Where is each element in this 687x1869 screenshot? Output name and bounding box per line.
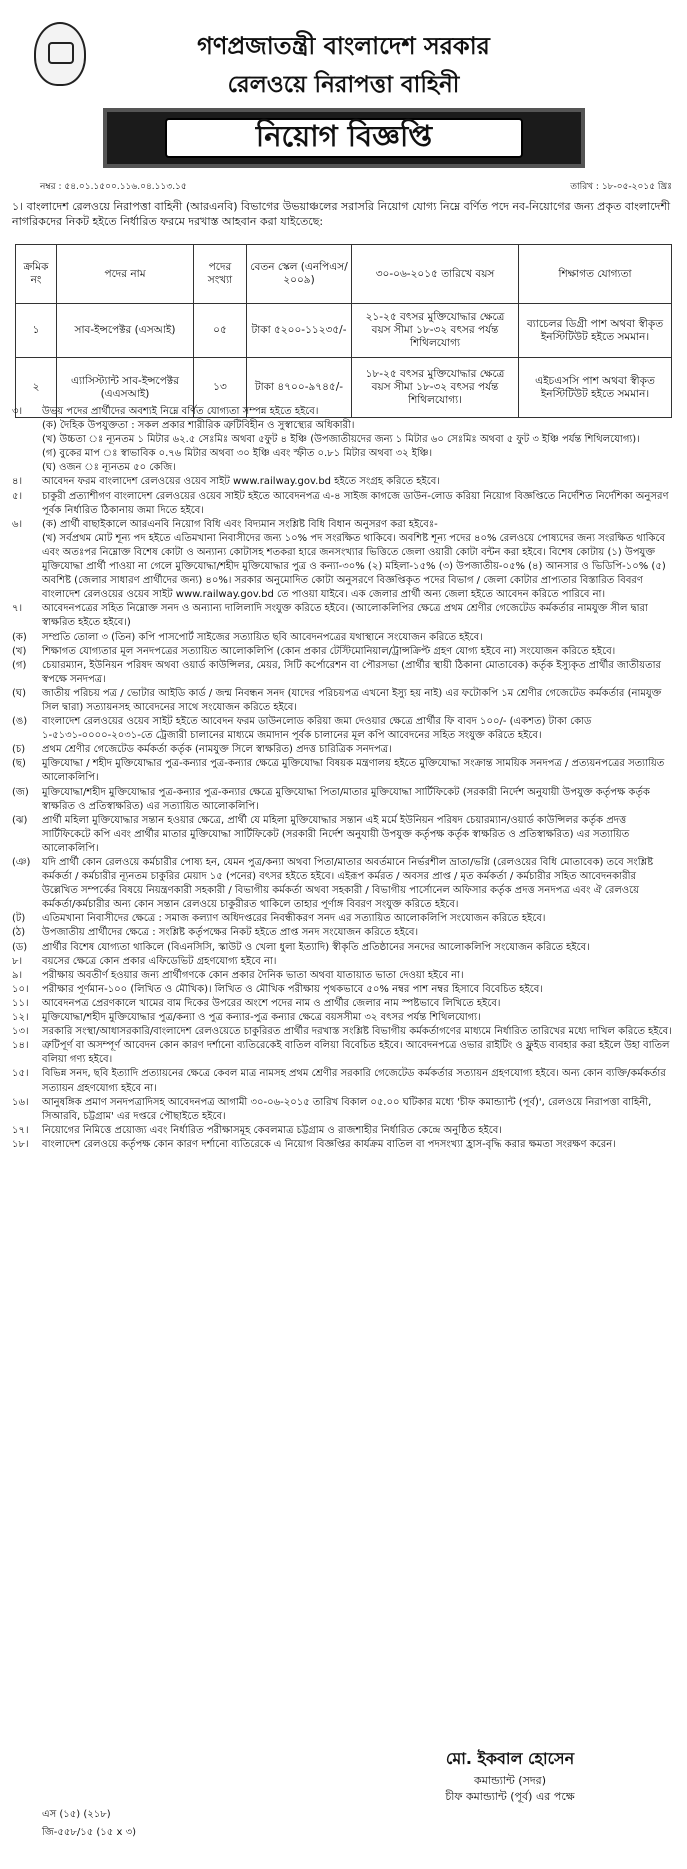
condition-number: (ড): [12, 941, 28, 953]
condition-item: [12, 631, 674, 645]
condition-text: মুক্তিযোদ্ধা/শহীদ মুক্তিযোদ্ধার পুত্র-কন্যার পুত্র-কন্যার ক্ষেত্রে মুক্তিযোদ্ধা পিতা/মাতার মুক্তিযোদ্ধা সার্টিফিকেট (সরকারী নির্দেশ অনুযায়ী উপযুক্ত কর্তৃপক্ষ কর্তৃক স্বাক্ষরিত ও প্রতিস্বাক্ষরিত) এর সত্যায়িত আলোকলিপি।: [42, 786, 650, 812]
condition-text: মুক্তিযোদ্ধা/শহীদ মুক্তিযোদ্ধার পুত্র/কন্যা ও পুত্র কন্যার-পুত্র কন্যার ক্ষেত্রে বয়সসীমা ৩২ বৎসর পর্যন্ত শিথিলযোগ্য।: [42, 1012, 481, 1024]
condition-item: [12, 856, 674, 912]
condition-number: [12, 447, 42, 461]
condition-number: (ঘ): [12, 687, 26, 699]
condition-item: [12, 941, 674, 955]
condition-text: (খ) সর্বপ্রথম মোট শূন্য পদ হইতে এতিমখানা নিবাসীদের জন্য ১০% পদ সংরক্ষিত থাকিবে। অবশিষ্ট শূন্য পদের ৪০% রেলওয়ে পোষ্যদের জন্য সংরক্ষিত থাকিবে এবং অতঃপর নিম্নোক্ত বিশেষ কোটা ও অন্যান্য কোটাসহ শতকরা হারে জনসংখ্যার ভিত্তিতে জেলা ওয়ারী কোটা বন্টন করা হইবে। বিশেষ কোটায় (১) উপযুক্ত মুক্তিযোদ্ধা প্রার্থী পাওয়া না গেলে মুক্তিযোদ্ধা/শহীদ মুক্তিযোদ্ধার পুত্র ও কন্যা-৩০% (২) মহিলা-১৫% (৩) উপজাতীয়-০৫% (৪) আনসার ও ভিডিপি-১০% (৫) অবশিষ্ট (জেলার সাধারণ প্রার্থীদের জন্য) ৪০%। সরকার অনুমোদিত কোটা অনুসরণে বিজ্ঞপ্তিকৃত পদের বিভাগ / জেলা কোটার প্রাপ্যতার বিস্তারিত বিবরণ বাংলাদেশ রেলওয়ের ওয়েব সাইট www.railway.gov.bd তে পাওয়া যাইবে। এক জেলার প্রার্থী অন্য জেলা হইতে আবেদন করিতে পারিবে না।: [42, 532, 666, 601]
condition-text: ত্রুটিপূর্ণ বা অসম্পূর্ণ আবেদন কোন কারণ দর্শানো ব্যতিরেকেই বাতিল বলিয়া বিবেচিত হইবে। আবেদনপত্রে ওভার রাইটিং ও ফ্লুইড ব্যবহার করা হইলে উহা বাতিল বলিয়া গণ্য হইবে।: [42, 1040, 670, 1066]
cell-scale: টাকা ৪৭০০-৯৭৪৫/-: [247, 358, 352, 418]
cell-count: ০৫: [194, 304, 247, 358]
condition-number: (ক): [12, 631, 27, 643]
condition-number: ১৮।: [12, 1138, 29, 1150]
condition-number: (জ): [12, 786, 29, 798]
signatory-name: মো. ইকবাল হোসেন: [445, 1749, 575, 1768]
condition-text: যদি প্রার্থী কোন রেলওয়ে কর্মচারীর পোষ্য হন, যেমন পুত্র/কন্যা অথবা পিতা/মাতার অবর্তমানে নির্ভরশীল ভ্রাতা/ভগ্নি (রেলওয়ের বিধি মোতাবেক) তবে সংশ্লিষ্ট কর্মকর্তা / কর্মচারীর ন্যূনতম চাকুরির মেয়াদ ১৫ (পনের) বৎসর হইতে হইবে। এইরূপ কর্মরত / অবসর প্রাপ্ত / মৃত কর্মকর্তা / কর্মচারীর সহিত আবেদনকারীর উল্লেখিত সম্পর্কের বিষয়ে নিয়ন্ত্রণকারী সহকারী / বিভাগীয় কর্মকর্তা অথবা সহকারী / বিভাগীয় পার্সোনেল অফিসার কর্তৃক প্রদত্ত সনদপত্র এবং ঐ রেলওয়ে কর্মকর্তা/কর্মচারীর অন্য কোন সন্তান রেলওয়ে চাকুরীরত থাকিলে তাহার পূর্ণাঙ্গ বিবরণ সংযুক্ত করিতে হইবে।: [42, 857, 654, 911]
condition-text: মুক্তিযোদ্ধা / শহীদ মুক্তিযোদ্ধার পুত্র-কন্যার পুত্র-কন্যার ক্ষেত্রে মুক্তিযোদ্ধা বিষয়ক মন্ত্রণালয় হইতে মুক্তিযোদ্ধা সংক্রান্ত সাময়িক সনদপত্র / প্রত্যয়নপত্রের সত্যায়িত আলোকলিপি।: [42, 758, 665, 784]
conditions-list: [12, 405, 674, 1152]
condition-number: ৬।: [12, 518, 23, 530]
cell-qualification: ব্যাচেলর ডিগ্রী পাশ অথবা স্বীকৃত ইনস্টিটিউট হইতে সমমান।: [519, 304, 672, 358]
cell-serial: ১: [16, 304, 57, 358]
condition-text: আবেদনপত্র প্রেরণকালে খামের বাম দিকের উপরের অংশে পদের নাম ও প্রার্থীর জেলার নাম স্পষ্টভাবে লিখিতে হইবে।: [42, 997, 501, 1009]
condition-number: ১৭।: [12, 1124, 29, 1136]
header-scale: বেতন স্কেল (এনপিএস/২০০৯): [247, 245, 352, 304]
table-header-row: [16, 245, 672, 304]
condition-item: [12, 659, 674, 687]
condition-text: চাকুরী প্রত্যাশীগণ বাংলাদেশ রেলওয়ের ওয়েব সাইট হইতে আবেদনপত্র এ-৪ সাইজ কাগজে ডাউন-লোড করিয়া নিয়োগ বিজ্ঞপ্তিতে নির্দেশিত নির্দেশিকা অনুসরণ পূর্বক নির্ধারিত ঠিকানায় জমা দিতে হইবে।: [42, 490, 669, 516]
condition-item: [12, 687, 674, 715]
title-text: নিয়োগ বিজ্ঞপ্তি: [165, 118, 523, 158]
header-serial: ক্রমিক নং: [16, 245, 57, 304]
condition-item: [12, 419, 674, 433]
cell-age: ১৮-২৫ বৎসর মুক্তিযোদ্ধার ক্ষেত্রে বয়স সীমা ১৮-৩২ বৎসর পর্যন্ত শিথিলযোগ্য।: [352, 358, 519, 418]
header-age: ৩০-০৬-২০১৫ তারিখে বয়স: [352, 245, 519, 304]
condition-number: (ঞ): [12, 857, 31, 868]
signature-block: [360, 1746, 660, 1805]
condition-text: উভয় পদের প্রার্থীদের অবশ্যই নিম্নে বর্ণিত যোগ্যতা সম্পন্ন হইতে হইবে।: [42, 406, 319, 417]
condition-item: [12, 715, 674, 743]
condition-text: প্রার্থী মহিলা মুক্তিযোদ্ধার সন্তান হওয়ার ক্ষেত্রে, প্রার্থী যে মহিলা মুক্তিযোদ্ধার সন্তান এই মর্মে ইউনিয়ন পরিষদ চেয়ারম্যান/ওয়ার্ড কাউন্সিলর কর্তৃক প্রদত্ত সার্টিফিকেটে কপি এবং প্রার্থীর মাতার মুক্তিযোদ্ধা সার্টিফিকেট (সরকারী নির্দেশ অনুযায়ী উপযুক্ত কর্তৃপক্ষ কর্তৃক স্বাক্ষরিত ও প্রতিস্বাক্ষরিত) এর সত্যায়িত আলোকলিপি।: [42, 814, 630, 854]
condition-number: [12, 419, 42, 433]
condition-number: ৩।: [12, 406, 23, 417]
condition-text: বিভিন্ন সনদ, ছবি ইত্যাদি প্রত্যায়নের ক্ষেত্রে কেবল মাত্র নামসহ প্রথম শ্রেণীর সরকারি গেজেটেড কর্মকর্তার সত্যায়ন গ্রহণযোগ্য হইবে। অন্য কোন ব্যক্তি/কর্মকর্তার সত্যায়ন গ্রহণযোগ্য হইবে না।: [42, 1068, 666, 1094]
reference-line-2: জি-৫৫৮/১৫ (১৫ x ৩): [42, 1827, 136, 1838]
condition-number: (চ): [12, 744, 26, 756]
cell-serial: ২: [16, 358, 57, 418]
condition-text: (ক) দৈহিক উপযুক্ততা : সকল প্রকার শারীরিক ত্রুটিবিহীন ও সুস্বাস্থ্যের অধিকারী।: [42, 420, 355, 432]
condition-number: ১৩।: [12, 1026, 29, 1038]
condition-text: সম্প্রতি তোলা ৩ (তিন) কপি পাসপোর্ট সাইজের সত্যায়িত ছবি আবেদনপত্রের যথাস্থানে সংযোজন করিতে হইবে।: [42, 631, 483, 643]
condition-item: [12, 461, 674, 475]
condition-item: [12, 997, 674, 1011]
condition-text: (ঘ) ওজন ঃ ন্যূনতম ৫০ কেজি।: [42, 462, 176, 474]
cell-scale: টাকা ৫২০০-১১২৩৫/-: [247, 304, 352, 358]
condition-text: শিক্ষাগত যোগ্যতার মূল সনদপত্রের সত্যায়িত আলোকলিপি (কোন প্রকার টেস্টিমোনিয়াল/ট্রান্সক্রিপ্ট গ্রহণ যোগ্য হইবে না) সংযোজন করিতে হইবে।: [42, 645, 616, 657]
header-count: পদের সংখ্যা: [194, 245, 247, 304]
condition-item: [12, 1124, 674, 1138]
condition-text: আবেদন ফরম বাংলাদেশ রেলওয়ের ওয়েব সাইট www.railway.gov.bd হইতে সংগ্রহ করিতে হইবে।: [42, 476, 440, 488]
header-post: পদের নাম: [57, 245, 194, 304]
condition-item: [12, 518, 674, 532]
condition-text: আনুষঙ্গিক প্রমাণ সনদপত্রাদিসহ আবেদনপত্র আগামী ৩০-০৬-২০১৫ তারিখ বিকাল ০৫.০০ ঘটিকার মধ্যে 'চীফ কমান্ড্যান্ট (পূর্ব)', রেলওয়ে নিরাপত্তা বাহিনী, সিআরবি, চট্টগ্রাম' এর দপ্তরে পৌছাইতে হইবে।: [42, 1096, 652, 1122]
condition-item: [12, 786, 674, 814]
condition-text: পরীক্ষার পূর্ণমান-১০০ (লিখিত ও মৌখিক)। লিখিত ও মৌখিক পরীক্ষায় পৃথকভাবে ৫০% নম্বর পাশ নম্বর হিসাবে বিবেচিত হইবে।: [42, 983, 543, 995]
condition-text: পরীক্ষায় অবতীর্ণ হওয়ার জন্য প্রার্থীগণকে কোন প্রকার দৈনিক ভাতা অথবা যাতায়াত ভাতা দেওয়া হইবে না।: [42, 969, 464, 981]
condition-item: [12, 532, 674, 602]
signatory-on-behalf: চীফ কমান্ড্যান্ট (পূর্ব) এর পক্ষে: [445, 1790, 575, 1803]
condition-item: [12, 1011, 674, 1025]
condition-item: [12, 475, 674, 489]
condition-item: [12, 1138, 674, 1152]
condition-item: [12, 955, 674, 969]
condition-text: বয়সের ক্ষেত্রে কোন প্রকার এফিডেভিট গ্রহণযোগ্য হইবে না।: [42, 955, 277, 967]
condition-number: [12, 532, 42, 602]
condition-number: (ঠ): [12, 927, 26, 939]
condition-number: [12, 433, 42, 447]
condition-item: [12, 645, 674, 659]
condition-text: বাংলাদেশ রেলওয়ের ওয়েব সাইট হইতে আবেদন ফরম ডাউনলোড করিয়া জমা দেওয়ার ক্ষেত্রে প্রার্থীর ফি বাবদ ১০০/- (একশত) টাকা কোড ১-৫১৩১-০০০০-২০৩১-তে ট্রেজারী চালানের মাধ্যমে জমাদান পূর্বক চালানের মূল কপি আবেদনের সহিত সংযুক্ত করিতে হইবে।: [42, 716, 592, 742]
condition-item: [12, 447, 674, 461]
condition-number: [12, 461, 42, 475]
condition-item: [12, 1039, 674, 1067]
condition-text: (ক) প্রার্থী বাছাইকালে আরএনবি নিয়োগ বিধি এবং বিদ্যমান সংশ্লিষ্ট বিধি বিধান অনুসরণ করা হইবেঃ-: [42, 518, 438, 530]
condition-text: (খ) উচ্চতা ঃ ন্যূনতম ১ মিটার ৬২.৫ সেঃমিঃ অথবা ৫ফুট ৪ ইঞ্চি (উপজাতীয়দের জন্য ১ মিটার ৬০ সেঃমিঃ অথবা ৫ ফুট ৩ ইঞ্চি পর্যন্ত শিথিলযোগ্য)।: [42, 434, 640, 446]
condition-item: [12, 757, 674, 785]
condition-number: ৮।: [12, 955, 23, 967]
condition-text: নিয়োগের নিমিত্তে প্রয়োজ্য এবং নির্ধারিত পরীক্ষাসমূহ কেবলমাত্র চট্টগ্রাম ও রাজশাহীর নির্ধারিত কেন্দ্রে অনুষ্ঠিত হইবে।: [42, 1124, 502, 1136]
condition-item: [12, 490, 674, 518]
condition-number: (ট): [12, 913, 26, 925]
condition-number: ১৬।: [12, 1096, 29, 1108]
condition-number: (ছ): [12, 758, 26, 770]
reference-block: [42, 1806, 136, 1842]
condition-text: প্রার্থীর বিশেষ যোগ্যতা থাকিলে (বিএনসিসি, স্কাউট ও খেলা ধুলা ইত্যাদি) স্বীকৃতি প্রতিষ্ঠানের সনদের আলোকলিপি সংযোজন করিতে হইবে।: [42, 941, 590, 953]
condition-item: [12, 602, 674, 630]
condition-item: [12, 912, 674, 926]
title-banner: [103, 108, 585, 168]
signatory-title: কমান্ড্যান্ট (সদর): [474, 1774, 546, 1787]
condition-text: বাংলাদেশ রেলওয়ে কর্তৃপক্ষ কোন কারণ দর্শানো ব্যতিরেকে এ নিয়োগ বিজ্ঞপ্তির কার্যক্রম বাতিল বা পদসংখ্যা হ্রাস-বৃদ্ধি করার ক্ষমতা সংরক্ষণ করেন।: [42, 1138, 616, 1150]
condition-item: [12, 743, 674, 757]
notice-date: তারিখ : ১৮-০৫-২০১৫ খ্রিঃ: [570, 182, 672, 192]
condition-item: [12, 969, 674, 983]
condition-number: (গ): [12, 659, 27, 671]
condition-item: [12, 405, 674, 419]
condition-number: ৪।: [12, 476, 23, 488]
condition-text: এতিমখানা নিবাসীদের ক্ষেত্রে : সমাজ কল্যাণ অধিদপ্তরের নিবন্ধীকরণ সনদ এর সত্যায়িত আলোকলিপি সংযোজন করিতে হইবে।: [42, 913, 546, 925]
cell-post: সাব-ইন্সপেক্টর (এসআই): [57, 304, 194, 358]
header: [0, 0, 687, 100]
condition-item: [12, 1096, 674, 1124]
memo-number: নম্বর : ৫৪.০১.১৫০০.১১৬.০৪.১১৩.১৫: [40, 182, 187, 192]
condition-number: (ঝ): [12, 814, 28, 826]
cell-post: এ্যাসিস্ট্যান্ট সাব-ইন্সপেক্টর (এএসআই): [57, 358, 194, 418]
condition-text: প্রথম শ্রেণীর গেজেটেড কর্মকর্তা কর্তৃক (নামযুক্ত সিলে স্বাক্ষরিত) প্রদত্ত চারিত্রিক সনদপত্র।: [42, 744, 392, 756]
table-row: [16, 304, 672, 358]
condition-text: জাতীয় পরিচয় পত্র / ভোটার আইডি কার্ড / জন্ম নিবন্ধন সনদ (যাদের পরিচয়পত্র এখনো ইস্যু হয় নাই) এর ফটোকপি ১ম শ্রেণীর গেজেটেড কর্মকর্তার (নামযুক্ত সিল দ্বারা) সত্যায়নসহ আবেদনের সাথে সংযোজন করিতে হইবে।: [42, 687, 662, 713]
condition-item: [12, 1025, 674, 1039]
condition-text: (গ) বুকের মাপ ঃ স্বাভাবিক ০.৭৬ মিটার অথবা ৩০ ইঞ্চি এবং স্ফীত ০.৮১ মিটার অথবা ৩২ ইঞ্চি।: [42, 448, 433, 460]
condition-number: ৯।: [12, 969, 23, 981]
condition-item: [12, 814, 674, 856]
cell-qualification: এইচএসসি পাশ অথবা স্বীকৃত ইনস্টিটিউট হইতে সমমান।: [519, 358, 672, 418]
reference-line-1: এস (১৫) (২১৮): [42, 1809, 111, 1820]
condition-item: [12, 433, 674, 447]
condition-number: ১২।: [12, 1012, 29, 1024]
condition-text: উপজাতীয় প্রার্থীদের ক্ষেত্রে : সংশ্লিষ্ট কর্তৃপক্ষের নিকট হইতে প্রাপ্ত সনদ সংযোজন করিতে হইবে।: [42, 927, 419, 939]
header-qualification: শিক্ষাগত যোগ্যতা: [519, 245, 672, 304]
condition-item: [12, 983, 674, 997]
header-line-2: রেলওয়ে নিরাপত্তা বাহিনী: [227, 72, 460, 98]
condition-number: ১৪।: [12, 1040, 29, 1052]
condition-number: ৭।: [12, 603, 23, 615]
vacancy-table: [15, 244, 672, 418]
condition-text: সরকারি সংস্থা/আধাসরকারি/বাংলাদেশ রেলওয়েতে চাকুরিরত প্রার্থীর দরখাস্ত সংশ্লিষ্ট বিভাগীয় কর্মকর্তাগণের মাধ্যমে নির্ধারিত তারিখের মধ্যে দাখিল করিতে হইবে।: [42, 1026, 672, 1038]
condition-item: [12, 1067, 674, 1095]
header-line-1: গণপ্রজাতন্ত্রী বাংলাদেশ সরকার: [197, 32, 490, 60]
condition-text: আবেদনপত্রের সহিত নিম্নোক্ত সনদ ও অন্যান্য দালিলাদি সংযুক্ত করিতে হইবে। (আলোকলিপির ক্ষেত্রে প্রথম শ্রেণীর গেজেটেড কর্মকর্তার নামযুক্ত সীল দ্বারা স্বাক্ষরিত হইতে হইবে।): [42, 603, 648, 629]
cell-count: ১৩: [194, 358, 247, 418]
condition-number: ১১।: [12, 997, 29, 1009]
condition-item: [12, 926, 674, 940]
condition-number: ৫।: [12, 490, 23, 502]
condition-number: (খ): [12, 645, 27, 657]
condition-number: ১০।: [12, 983, 29, 995]
condition-text: চেয়ারম্যান, ইউনিয়ন পরিষদ অথবা ওয়ার্ড কাউন্সিলর, মেয়র, সিটি কর্পোরেশন বা পৌরসভা (প্রার্থীর স্থায়ী ঠিকানা মোতাবেক) কর্তৃক ইস্যুকৃত প্রার্থীর জাতীয়তার স্বপক্ষে সনদপত্র।: [42, 659, 662, 685]
condition-number: ১৫।: [12, 1068, 29, 1080]
intro-paragraph: ১। বাংলাদেশ রেলওয়ে নিরাপত্তা বাহিনী (আরএনবি) বিভাগের উভয়াঞ্চলের সরাসরি নিয়োগ যোগ্য নিম্নে বর্ণিত পদে নব-নিয়োগের জন্য প্রকৃত বাংলাদেশী নাগরিকদের নিকট হইতে নির্ধারিত ফরমে দরখাস্ত আহবান করা যাইতেছে:: [12, 200, 671, 228]
cell-age: ২১-২৫ বৎসর মুক্তিযোদ্ধার ক্ষেত্রে বয়স সীমা ১৮-৩২ বৎসর পর্যন্ত শিথিলযোগ্য: [352, 304, 519, 358]
condition-number: (ঙ): [12, 716, 28, 728]
